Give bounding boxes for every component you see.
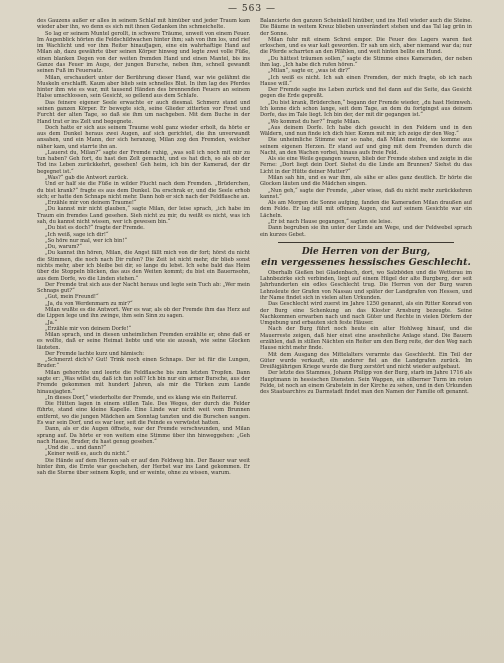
paragraph: Milan gehorchte und leerte die Feldflasche bis zum letzten Tropfen. Dann sagte er: „Was willst du, daß ich tun soll? Ich bin nur ein armer Bursche, aus der Fremde gekommen mit hundert Jahren, als mir die Türken zum Lande hinausjagten.“ — [37, 369, 250, 395]
paragraph: Der Fremde lachte kurz und hämisch: — [45, 350, 145, 357]
paragraph: „Du bist krank, Brüderchen,“ begann der Fremde wieder, „du hast Heimweh. Ich kenne dich schon lange, seit dem Tage, an dem du fortgingst aus deinem Dorfe, das im Tale liegt. Ich bin der, der mit dir gegangen ist.“ — [260, 99, 472, 119]
paragraph: Die unheimliche Stimme war so nahe, daß Milan meinte, sie komme aus seinem eigenen Herzen. Er stand auf und ging mit dem Fremden durch die Nacht, an den Wachen vorbei, hinaus aufs freie Feld. — [260, 137, 472, 156]
paragraph: Dann, als er die Augen öffnete, war der Fremde verschwunden, und Milan sprang auf. Da hörte er von weitem eine Stimme über ihn hinweggehen: „Geh nach Hause, Bruder, du hast genug gesehen.“ — [37, 426, 250, 445]
paragraph: „Gut, mein Freund!“ — [45, 294, 99, 301]
paragraph: Milan sah hin, und es war ihm, als sähe er alles ganz deutlich. Er hörte die Glocken läuten und die Mädchen singen. — [260, 175, 472, 188]
paragraph: Der Fremde trat sich aus der Nacht heraus und legte sein Tuch ab: „Wer mein Schnaps gut?“ — [37, 281, 250, 295]
paragraph: Der letzte des Stammes, Johann Philipp von der Burg, starb im Jahre 1716 als Hauptmann in hessischen Diensten. Sein Wappen, ein silberner Turm im roten Felde, ist noch an einem Grabstein in der Kirche zu sehen, und in den Urkunden des Staatsarchivs zu Darmstadt findet man den Namen der Familie oft genannt. — [260, 370, 472, 396]
paragraph: Milan fuhr mit einem Schrei empor. Die Feuer des Lagers waren fast erloschen, und es war kalt geworden. Er sah um sich, aber niemand war da; nur die Pferde scharrten an den Pfählen, und weit hinten bellte ein Hund. — [260, 36, 472, 56]
paragraph: „Nun geh,“ sagte der Fremde, „aber wisse, daß du nicht mehr zurückkehren kannst.“ — [260, 187, 472, 200]
paragraph: „Ich weiß es nicht. Ich sah einen Fremden, der mich fragte, ob ich nach Hause will.“ — [260, 74, 472, 87]
paragraph: „Du kannst ihn hören, Milan, die Angst fällt mich von dir fort; hörst du nicht die Stimmen, die noch nach Dir rufen? Die Zeit ist nicht mehr, dir blieb sonst nichts mehr, aber ich bleibe bei dir, so lange du lebst. Ich sehe bald das Heim über die Stoppeln blicken, das aus den Weiten kommt; du bist ein Bauernsohn, aus dem Dorfe, wo die Linden stehen.“ — [37, 250, 250, 282]
article-body — [260, 270, 472, 396]
paragraph: Milan, erschaudert unter der Berührung dieser Hand, war wie gelähmt die Muskeln erschlafft. Kaum aber blieb sein schnelles Blut. In ihm lag des Pferdes hinter ihm wie es war, mit tausend Händen des brennenden Feuers an seinem Halse umschlossen, sein Gesicht, so gellend aus dem Schlafe. — [37, 74, 250, 100]
paragraph: „Erzähle mir von deinem Traume!“ — [45, 200, 137, 207]
paragraph: Milan sprach, und in diesen unheimlichen Fremden erzählte er, ohne daß er es wollte, daß er seine Heimat liebte und wie sie aussah, wie seine Glocken läuteten. — [37, 332, 250, 351]
paragraph: „Du bist es doch?“ fragte der Fremde. — [45, 225, 145, 232]
paragraph: „Milan“, sagte er, „was ist dir?“ — [268, 68, 351, 75]
paragraph: „Keiner weiß es, auch du nicht.“ — [45, 451, 130, 458]
left-column — [37, 18, 250, 657]
paragraph: „Lauerst du, Milan?“ sagte der Fremde ruhig, „was soll ich noch mit mir zu tun haben? Geh fort, du hast den Zelt gemacht, und es hat dich, so als ob der Tod ins Leben zurückkehrt, gesehen! Geh heim, ich bin der Kamerad, der dir begegnet ist.“ — [37, 149, 250, 175]
paragraph: „Du kannst mir nicht glauben,“ sagte Milan, der leise sprach, „ich habe im Traum ein fremdes Land gesehen. Sieh nicht zu mir, du weißt es nicht, was ich sah, du kannst nicht wissen, wer ich gewesen bin.“ — [37, 206, 250, 225]
paragraph: „Wo kommst du her?“ fragte Milan. — [268, 118, 361, 125]
page-number: — 563 — — [228, 4, 276, 14]
paragraph: Die Hände auf dem Herzen sah er auf den Feldweg hin. Der Bauer war weit hinter ihm, die Ernte war geschehen, der Herbst war ins Land gekommen. Er sah die Sterne über seinem Kopfe, und er weinte, ohne zu wissen, warum. — [37, 457, 250, 477]
article-subtitle: ein vergessenes hessisches Geschlecht. — [261, 256, 471, 268]
paragraph: Nach der Burg führt noch heute ein alter Hohlweg hinauf, und die Mauerreste zeigen, daß hier einst eine ansehnliche Anlage stand. Die Bauern erzählen, daß in stillen Nächten ein Reiter um den Berg reite, der den Weg nach Hause nicht mehr finde. — [260, 326, 472, 352]
paragraph: „Er ist nach Hause gegangen,“ sagten sie leise. — [268, 219, 393, 225]
paragraph: Dann begruben sie ihn unter der Linde am Wege, und der Feldwebel sprach ein kurzes Gebet. — [260, 225, 472, 238]
paragraph: „Was?“ gab die Antwort zurück. — [45, 175, 129, 182]
paragraph: Der Fremde sagte ins Leben zurück und fiel dann auf die Seite, das Gesicht gegen die Erde gepreßt. — [260, 87, 472, 100]
paragraph: „Ja, du von Werdenmarn zu mir?“ — [45, 300, 133, 307]
paragraph: „In dieses Dorf,“ wiederholte der Fremde, und es klang wie ein Reiterruf. — [45, 394, 238, 401]
paragraph: des Gauzens außer er alles in seinem Schlaf mit himüber und jeder Traum kam wieder aber ihn, wo denn es sich mit ihnen Gedanken ihn schmeichelte. — [37, 18, 250, 31]
paragraph: Das feinere eigener Seele erwachte er auch diesmal. Schmerz stand und seinen ganzen Körper. Er bewegte sich, seine Glieder zitterten vor Frost und Furcht der alten Tage, so daß sie ihm um nachgeben. Mit dem Buche in der Hand trat er ins Zelt und begegnete. — [37, 99, 250, 125]
paragraph: Als sie eine Weile gegangen waren, blieb der Fremde stehen und zeigte in die Ferne: „Dort liegt dein Dorf. Siehst du die Linde am Brunnen? Siehst du das Licht in der Hütte deiner Mutter?“ — [260, 156, 472, 175]
paragraph: Als am Morgen die Sonne aufging, fanden die Kameraden Milan draußen auf dem Felde. Er lag still mit offenen Augen, und auf seinem Gesichte war ein Lächeln. — [260, 200, 472, 219]
paragraph: „Aus deinem Dorfe. Ich habe dich gesucht in den Feldern und in den Wäldern, und nun finde ich dich hier. Komm mit mir, ich zeige dir den Weg.“ — [260, 124, 472, 138]
right-column — [260, 18, 472, 657]
paragraph: „Und die ... und dann?“ — [45, 445, 107, 452]
article-divider — [278, 242, 454, 243]
paragraph: „Schmerzt dich's? Gut! Trink noch einen Schnaps. Der ist für die Lungen, Bruder.“ — [37, 357, 250, 370]
paragraph: „Ja.“ — [45, 319, 58, 326]
paragraph: „Erzähle mir von deinem Dorfe!“ — [45, 325, 131, 332]
article-title: Die Herren von der Burg, — [301, 246, 431, 257]
paragraph: „So höre nur mal, wer ich bin!“ — [45, 237, 127, 244]
paragraph: Die Hütten lagen in einem stillen Tale. Des Weges, der durch die Felder führte, stand eine kleine Kapelle. Eine Linde war nicht weit vom Brunnen entfernt, wo die jungen Mädchen am Sonntag tanzten und die Burschen sangen. Es war sein Dorf, und es war leer, seit die Feinde es verwüstet hatten. — [37, 401, 250, 426]
paragraph: So lag er seinem Muntel gerollt, in schwere Träume, unweit von einem Feuer. Im Augenblick hörten die Feldschildwachen hinter ihm; sah von ihm los, und rief im Wachlicht und vor ihm Reiter hinaufjagen, eine ein wahrhaftige Hand auf Milan ab, dazu gewährte über seinen Körper hinweg und legte zwei volle Füße, einen blanken Degen von der weiten fremden Hand und einen Mantel, bis ins Ganze das Feuer im Auge, der jungen Bursche, neben ihm, schnell gewandt seinen Fuß im Feuersatz. — [37, 30, 250, 75]
paragraph: „Du, warum?“ — [45, 244, 82, 251]
paragraph: Doch hatte er sich aus seinem Traume wohl ganz wieder erholt, da hörte er aus dem Dunkel heraus zwei Augen, auf sich gerichtet, die ihn unverwandt ansahen, und ein Mann, der sich heranzog, Milan zog den Fremden, welcher näher kam, und starrte ihn an. — [37, 124, 250, 150]
paragraph: „Ich weiß, sage ich dir!“ — [45, 231, 109, 238]
paragraph: Balancierte den ganzen Scheinkell hinüber, und ins Heil wieder auch die Steine. Die Bäume in weitem Kreuz blieben unverändert stehen und das Tal lag grün in der Sonne. — [260, 18, 472, 37]
story-continuation — [260, 18, 472, 238]
paragraph: Das Geschlecht wird zuerst im Jahre 1250 genannt, als ein Ritter Konrad von der Burg eine Schenkung an das Kloster Arnsburg bezeugte. Seine Nachkommen erwarben nach und nach Güter und Rechte in vielen Dörfern der Umgebung und erbauten sich feste Häuser. — [260, 301, 472, 327]
paragraph: Mit dem Ausgang des Mittelalters verarmte das Geschlecht. Ein Teil der Güter wurde verkauft, ein anderer fiel an die Landgrafen zurück. Im Dreißigjährigen Kriege wurde die Burg zerstört und nicht wieder aufgebaut. — [260, 351, 472, 371]
paragraph: Oberhalb Gießen bei Gladenbach, dort, wo Salzböden und die Wetterau im Lahnbezirke sich verbinden, liegt auf einem Hügel der alte Burgberg, der seit Jahrhunderten ein edles Geschlecht trug. Die Herren von der Burg waren Lehnsleute der Grafen von Nassau und später der Landgrafen von Hessen, und ihr Name findet sich in vielen alten Urkunden. — [260, 269, 472, 301]
paragraph: Milan wußte es die Antwort. Wer es war, als ob der Fremde ihm das Herz auf die Lippen lege und ihn zwinge, ihm sein Sinn zu sagen. — [37, 306, 250, 320]
paragraph: „Du hättest träumen sollen,“ sagte die Stimme eines Kameraden, der neben ihm lag. „Ich habe dich rufen hören.“ — [260, 55, 472, 68]
paragraph: Und er half sie die Füße in wilder Flucht nach dem Fremden. „Brüderchen, du bist krank?“ fragte es aus dem Dunkel. Da erschrak er, und die Seele erhob sich; er hatte den Schnaps nicht mehr. Dann hob er sich nach der Feldflasche an. — [37, 181, 250, 200]
